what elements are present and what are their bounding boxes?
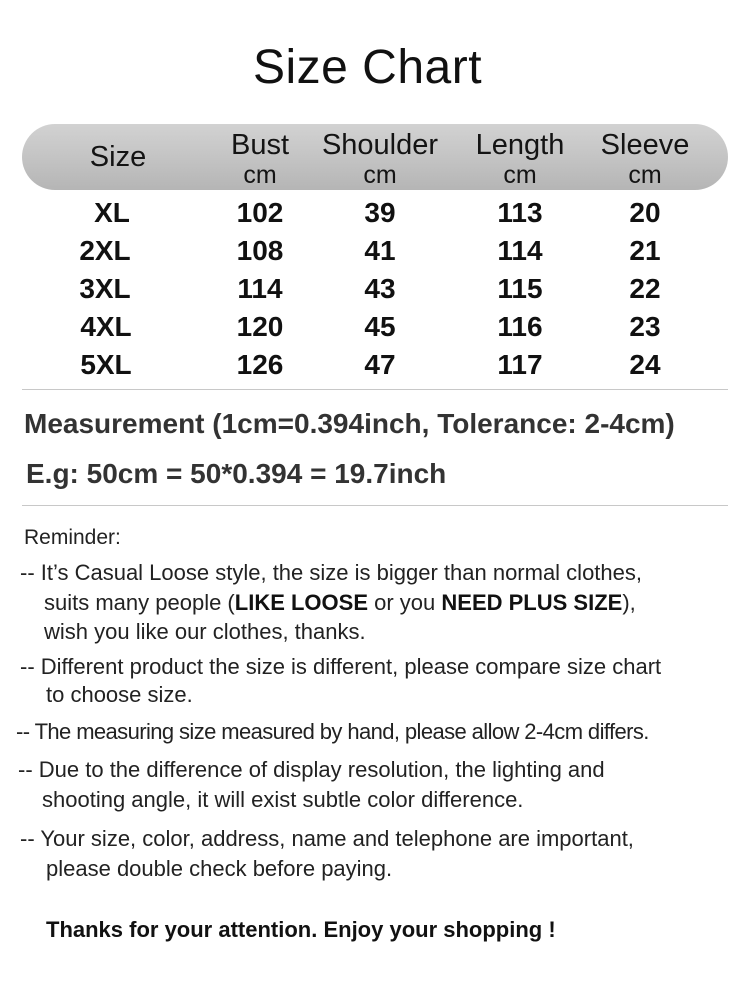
cell-sleeve: 22 (629, 273, 661, 304)
cell-shoulder: 47 (364, 349, 396, 380)
header-sleeve-unit: cm (628, 161, 662, 189)
cell-shoulder: 43 (364, 273, 396, 304)
table-row (0, 232, 750, 270)
cell-length: 113 (497, 197, 543, 228)
table-row (0, 194, 750, 232)
measurement-note: Measurement (1cm=0.394inch, Tolerance: 2-4cm) (24, 408, 675, 439)
table-row (0, 308, 750, 346)
cell-bust: 114 (237, 273, 283, 304)
cell-size: XL (94, 197, 130, 228)
reminder-text: or you (368, 590, 442, 615)
reminder-item-line: shooting angle, it will exist subtle color difference. (42, 787, 524, 812)
cell-shoulder: 45 (364, 311, 396, 342)
table-row (0, 270, 750, 308)
reminder-item-line: -- The measuring size measured by hand, please allow 2-4cm differs. (16, 719, 649, 744)
reminder-emphasis: NEED PLUS SIZE (441, 590, 623, 615)
header-shoulder-unit: cm (363, 161, 397, 189)
header-sleeve-label: Sleeve (600, 129, 690, 161)
cell-length: 114 (497, 235, 543, 266)
conversion-example: E.g: 50cm = 50*0.394 = 19.7inch (26, 458, 447, 489)
cell-sleeve: 23 (629, 311, 661, 342)
table-row (0, 346, 750, 384)
reminder-item-line: please double check before paying. (46, 856, 393, 881)
reminder-text: suits many people ( (44, 590, 235, 615)
cell-length: 115 (497, 273, 543, 304)
divider (22, 389, 728, 390)
cell-sleeve: 24 (629, 349, 661, 380)
reminder-item-line: -- Due to the difference of display resolution, the lighting and (18, 757, 605, 782)
cell-sleeve: 21 (629, 235, 661, 266)
cell-shoulder: 41 (364, 235, 396, 266)
page-title: Size Chart (252, 41, 483, 94)
reminder-item-line: wish you like our clothes, thanks. (44, 619, 366, 644)
thanks-message: Thanks for your attention. Enjoy your shopping ! (46, 917, 556, 942)
cell-size: 2XL (79, 235, 131, 266)
reminder-heading: Reminder: (24, 526, 121, 549)
reminder-item-line: to choose size. (46, 682, 193, 707)
header-length-label: Length (475, 129, 565, 161)
cell-bust: 126 (236, 349, 284, 380)
cell-shoulder: 39 (364, 197, 396, 228)
cell-size: 3XL (79, 273, 131, 304)
cell-size: 4XL (80, 311, 132, 342)
cell-bust: 108 (236, 235, 284, 266)
cell-sleeve: 20 (629, 197, 661, 228)
reminder-item-line: -- Your size, color, address, name and telephone are important, (20, 826, 634, 851)
cell-length: 116 (497, 311, 543, 342)
divider (22, 505, 728, 506)
header-shoulder-label: Shoulder (321, 129, 439, 161)
header-size-label: Size (89, 141, 147, 173)
reminder-item-line: -- Different product the size is different, please compare size chart (20, 654, 662, 679)
cell-bust: 102 (236, 197, 284, 228)
reminder-text: ), (622, 590, 636, 615)
cell-length: 117 (497, 349, 543, 380)
header-bust-unit: cm (243, 161, 277, 189)
cell-size: 5XL (80, 349, 132, 380)
cell-bust: 120 (236, 311, 284, 342)
reminder-item-line: -- It’s Casual Loose style, the size is bigger than normal clothes, (20, 560, 643, 585)
header-bust-label: Bust (230, 129, 290, 161)
reminder-emphasis: LIKE LOOSE (234, 590, 369, 615)
header-length-unit: cm (503, 161, 537, 189)
reminder-item-line (44, 590, 636, 616)
